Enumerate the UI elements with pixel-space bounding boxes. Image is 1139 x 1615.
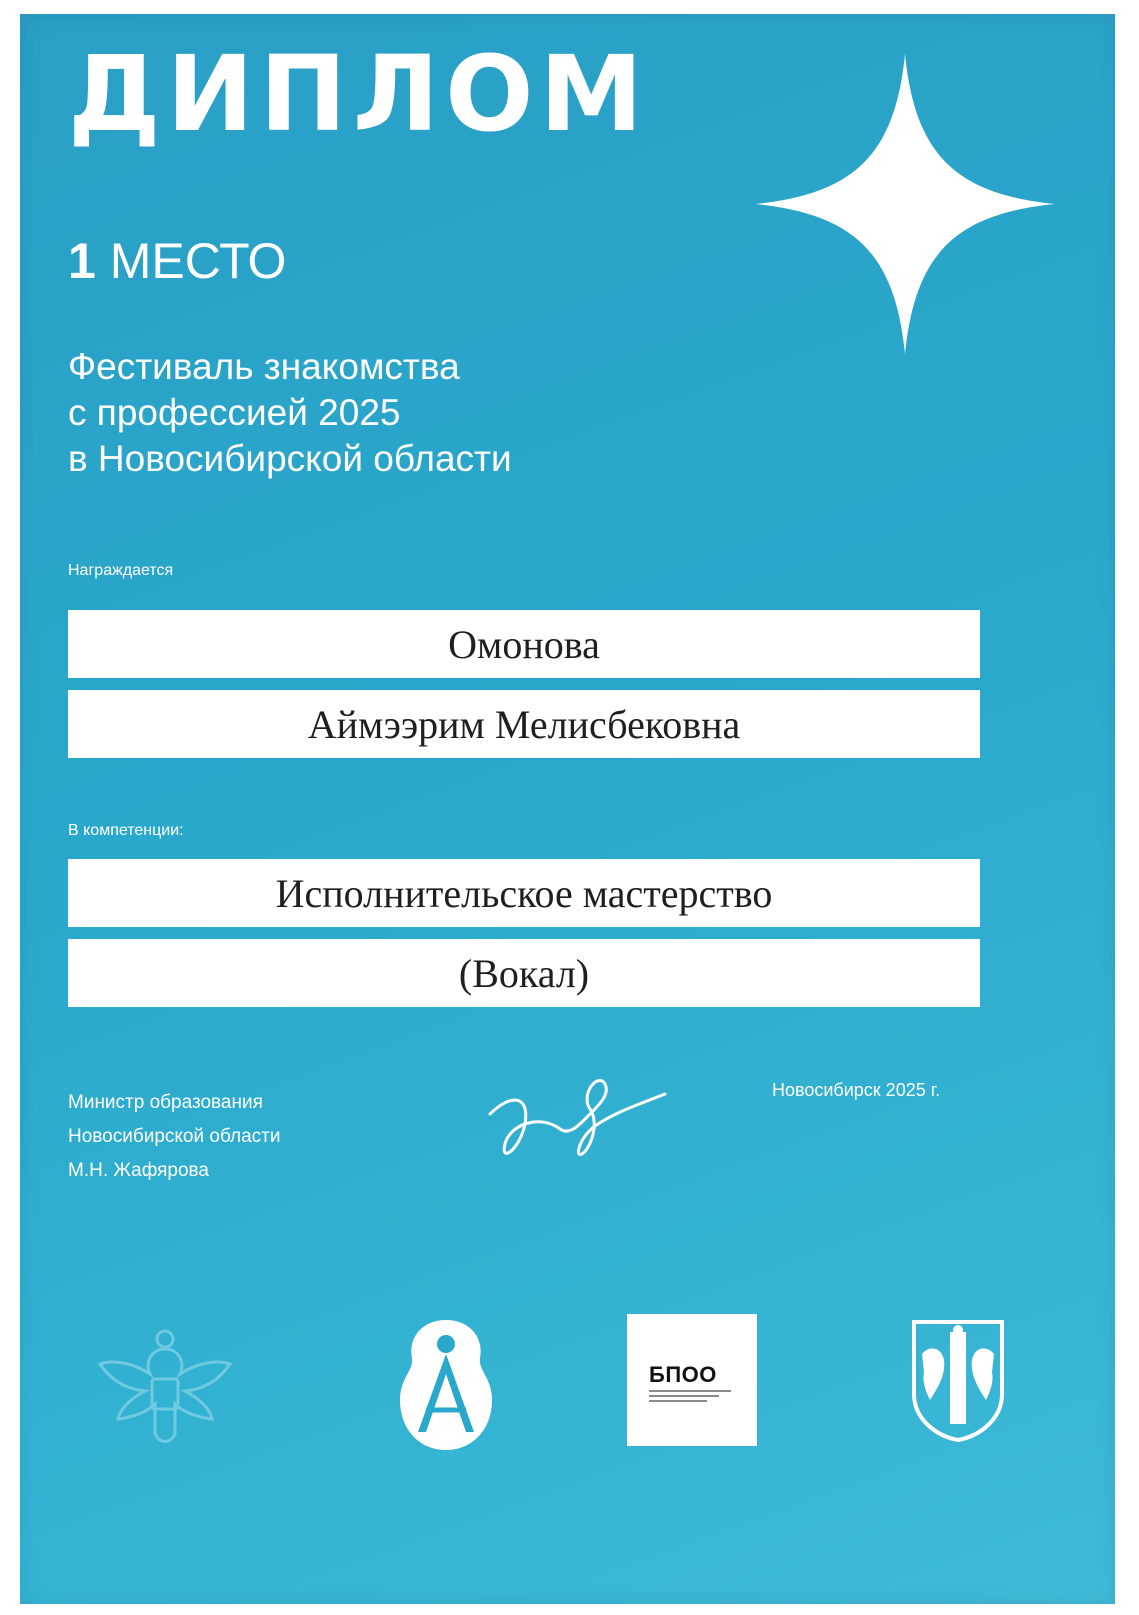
diploma-title: ДИПЛОМ — [68, 33, 649, 155]
novosibirsk-crest-icon — [908, 1314, 1008, 1442]
awarded-label: Награждается — [68, 562, 174, 579]
signature — [470, 1054, 670, 1184]
city-year: Новосибирск 2025 г. — [772, 1080, 941, 1100]
recipient-name: Аймээрим Мелисбековна — [68, 690, 980, 758]
competence-subline: (Вокал) — [68, 939, 980, 1007]
place-heading — [68, 233, 287, 289]
festival-line: с профессией 2025 — [68, 392, 401, 433]
competence-label: В компетенции: — [68, 822, 184, 839]
place-number: 1 — [68, 233, 96, 289]
festival-name — [68, 344, 512, 482]
recipient-surname: Омонова — [68, 610, 980, 678]
signer-block — [68, 1086, 280, 1188]
signer-line: Министр образования — [68, 1092, 263, 1113]
place-word: МЕСТО — [109, 233, 287, 289]
festival-line: Фестиваль знакомства — [68, 346, 460, 387]
competence-line: Исполнительское мастерство — [68, 859, 980, 927]
bpoo-logo-caption — [649, 1390, 731, 1405]
diploma-card — [20, 14, 1115, 1604]
coat-of-arms-emblem-icon — [90, 1319, 240, 1454]
star-icon — [755, 54, 1055, 354]
bpoo-logo-text: БПОО — [649, 1362, 717, 1387]
signer-line: Новосибирской области — [68, 1126, 281, 1147]
festival-line: в Новосибирской области — [68, 438, 512, 479]
compass-logo-icon — [392, 1314, 500, 1454]
signer-line: М.Н. Жафярова — [68, 1160, 209, 1181]
bpoo-logo — [627, 1314, 757, 1446]
